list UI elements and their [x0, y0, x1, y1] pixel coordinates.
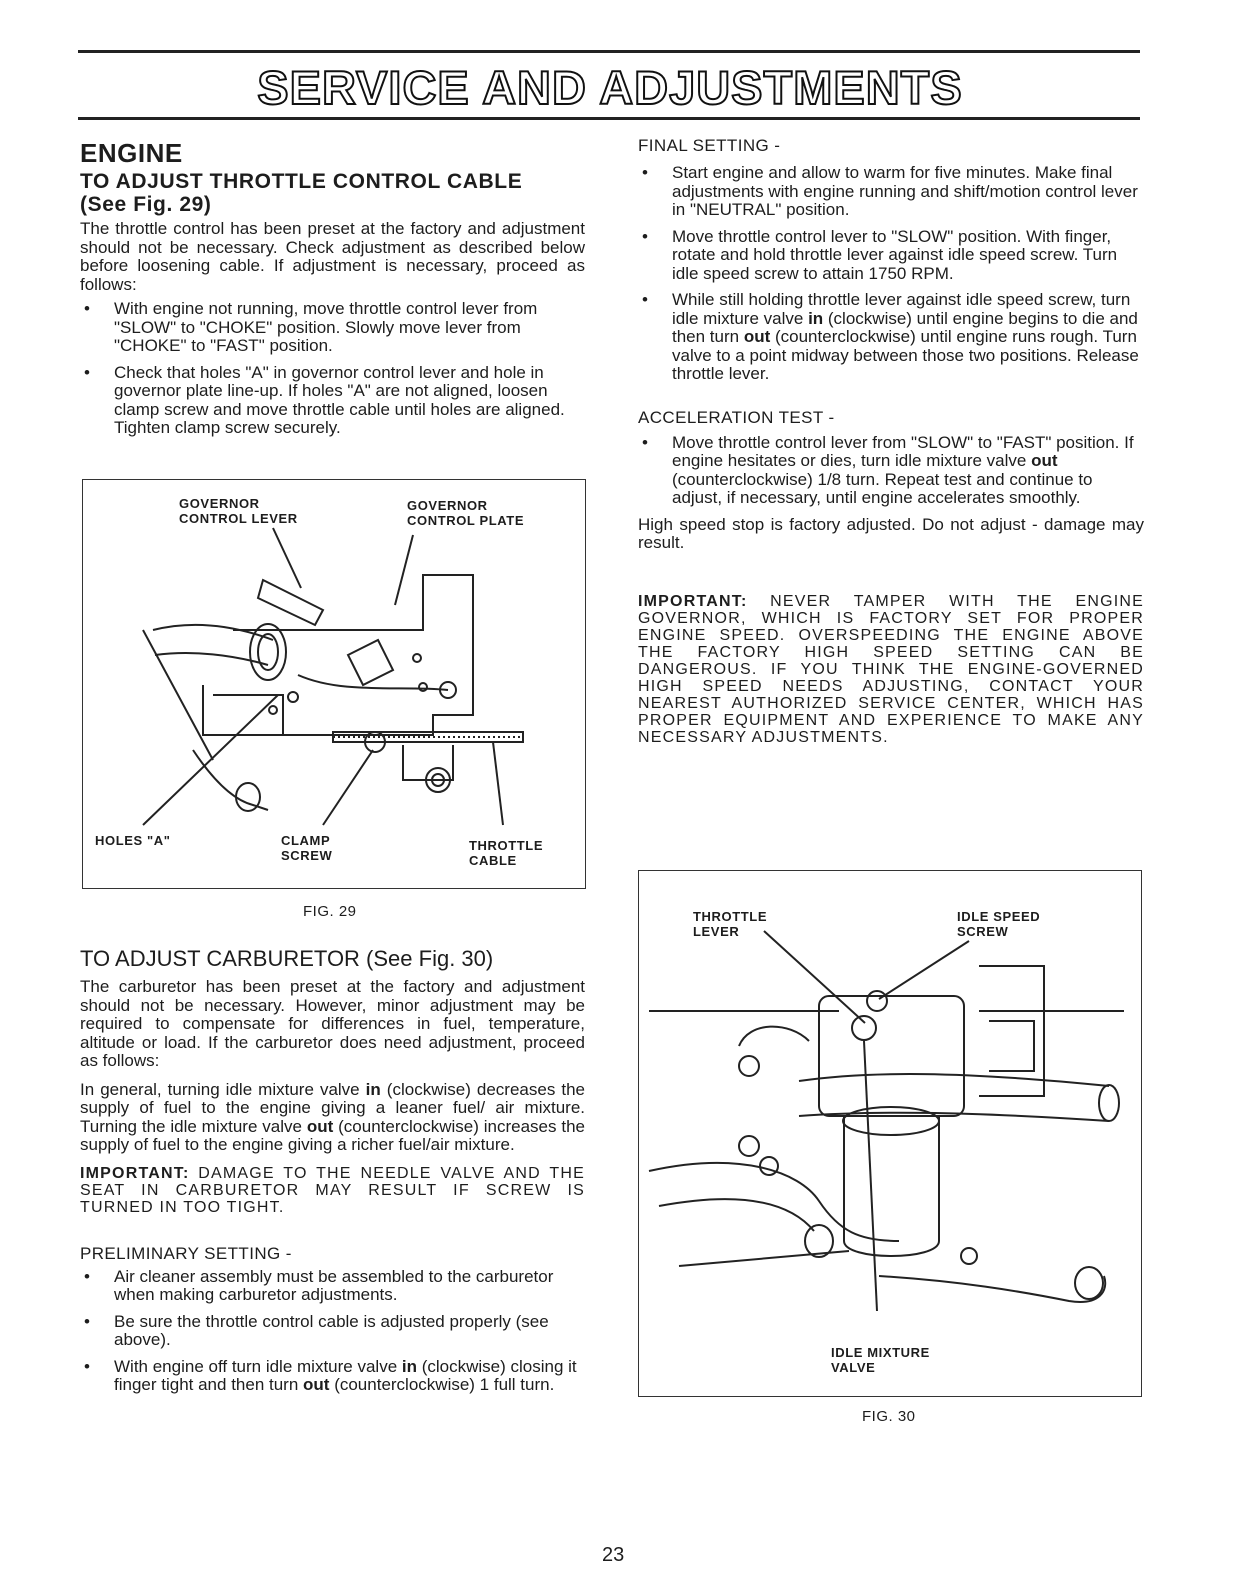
- acceleration-steps: [638, 434, 1144, 508]
- preliminary-step: • With engine off turn idle mixture valve in (clockwise) closing it finger tight and then turn out (counterclockwise) 1 full turn.: [80, 1358, 585, 1395]
- carburetor-diagram: [639, 871, 1141, 1396]
- idle-speed-screw: [867, 991, 887, 1011]
- preliminary-heading: PRELIMINARY SETTING -: [80, 1243, 292, 1263]
- label-clamp-screw: CLAMP SCREW: [281, 833, 333, 863]
- acceleration-heading: ACCELERATION TEST -: [638, 407, 835, 427]
- fig29-caption: FIG. 29: [303, 903, 357, 920]
- idle-mixture-valve: [852, 1016, 876, 1040]
- top-rule: [78, 50, 1140, 53]
- throttle-intro: The throttle control has been preset at the factory and adjustment should not be necessary. Check adjustment as described below before loosening cable. If adjustment is necessary, proceed as follows:: [80, 219, 585, 294]
- figure-29: [82, 479, 586, 889]
- carburetor-general: In general, turning idle mixture valve in (clockwise) decreases the supply of fuel to the engine giving a leaner fuel/ air mixture. Turning the idle mixture valve out (counterclockwise) increases the supply of fuel to the engine giving a richer fuel/air mixture.: [80, 1079, 585, 1154]
- label-throttle-cable: THROTTLE CABLE: [469, 838, 544, 868]
- throttle-step: • With engine not running, move throttle control lever from "SLOW" to "CHOKE" position. Slowly move lever from "CHOKE" to "FAST" position.: [80, 300, 585, 356]
- final-step: • Start engine and allow to warm for five minutes. Make final adjustments with engine running and shift/motion control lever in "NEUTRAL" position.: [638, 164, 1144, 220]
- throttle-steps: [80, 300, 585, 438]
- carburetor-section: [80, 946, 585, 1403]
- throttle-step: • Check that holes "A" in governor control lever and hole in governor plate line-up. If holes "A" are not aligned, loosen clamp screw and move throttle cable until holes are aligned. Tighten clamp screw securely.: [80, 364, 585, 438]
- label-governor-lever: GOVERNOR CONTROL LEVER: [179, 496, 298, 526]
- fig30-caption: FIG. 30: [862, 1408, 916, 1425]
- final-setting-heading: FINAL SETTING -: [638, 136, 781, 155]
- governor-plate: [203, 575, 473, 735]
- label-idle-mixture-valve: IDLE MIXTURE VALVE: [831, 1345, 930, 1375]
- label-throttle-lever: THROTTLE LEVER: [693, 909, 768, 939]
- engine-heading: ENGINE: [80, 138, 183, 168]
- label-idle-speed-screw: IDLE SPEED SCREW: [957, 909, 1041, 939]
- final-step: • Move throttle control lever to "SLOW" position. With finger, rotate and hold throttle lever against idle speed screw. Turn idle speed screw to attain 1750 RPM.: [638, 228, 1144, 284]
- page-title: SERVICE AND ADJUSTMENTS: [257, 61, 963, 114]
- carburetor-body: [819, 996, 964, 1116]
- governor-lever: [258, 580, 323, 625]
- label-holes-a: HOLES "A": [95, 833, 171, 848]
- right-column: [638, 136, 1144, 746]
- title-rule: [78, 117, 1140, 120]
- needle-valve-warning: IMPORTANT: DAMAGE TO THE NEEDLE VALVE AND THE SEAT IN CARBURETOR MAY RESULT IF SCREW IS TURNED IN TOO TIGHT.: [80, 1164, 585, 1216]
- final-step: • While still holding throttle lever against idle speed screw, turn idle mixture valve in (clockwise) until engine begins to die and then turn out (counterclockwise) until engine runs rough. Turn valve to a point midway between those two positions. Release throttle lever.: [638, 291, 1144, 384]
- preliminary-step: • Be sure the throttle control cable is adjusted properly (see above).: [80, 1313, 585, 1350]
- high-speed-note: High speed stop is factory adjusted. Do not adjust - damage may result.: [638, 514, 1144, 552]
- carburetor-heading: TO ADJUST CARBURETOR (See Fig. 30): [80, 946, 494, 971]
- label-governor-plate: GOVERNOR CONTROL PLATE: [407, 498, 525, 528]
- throttle-heading: TO ADJUST THROTTLE CONTROL CABLE: [80, 170, 523, 193]
- throttle-subheading: (See Fig. 29): [80, 193, 212, 216]
- preliminary-steps: [80, 1268, 585, 1395]
- hole-a: [288, 692, 298, 702]
- governor-warning: IMPORTANT: NEVER TAMPER WITH THE ENGINE GOVERNOR, WHICH IS FACTORY SET FOR PROPER ENGINE SPEED. OVERSPEEDING THE ENGINE ABOVE THE FACTORY HIGH SPEED SETTING CAN BE DANGEROUS. IF YOU THINK THE ENGINE-GOVERNED HIGH SPEED NEEDS ADJUSTING, CONTACT YOUR NEAREST AUTHORIZED SERVICE CENTER, WHICH HAS PROPER EQUIPMENT AND EXPERIENCE TO MAKE ANY NECESSARY ADJUSTMENTS.: [638, 592, 1144, 746]
- preliminary-step: • Air cleaner assembly must be assembled to the carburetor when making carburetor adjustments.: [80, 1268, 585, 1305]
- carburetor-intro: The carburetor has been preset at the factory and adjustment should not be necessary. However, minor adjustment may be required to compensate for differences in fuel, temperature, altitude or load. If the carburetor does need adjustment, proceed as follows:: [80, 977, 585, 1070]
- left-column: [80, 138, 585, 446]
- acceleration-step: • Move throttle control lever from "SLOW" to "FAST" position. If engine hesitates or dies, turn idle mixture valve out (counterclockwise) 1/8 turn. Repeat test and continue to adjust, if necessary, until engine accelerates smoothly.: [638, 434, 1144, 508]
- governor-diagram: [83, 480, 585, 888]
- figure-30: [638, 870, 1142, 1397]
- page-number: 23: [602, 1544, 625, 1566]
- final-setting-steps: [638, 164, 1144, 384]
